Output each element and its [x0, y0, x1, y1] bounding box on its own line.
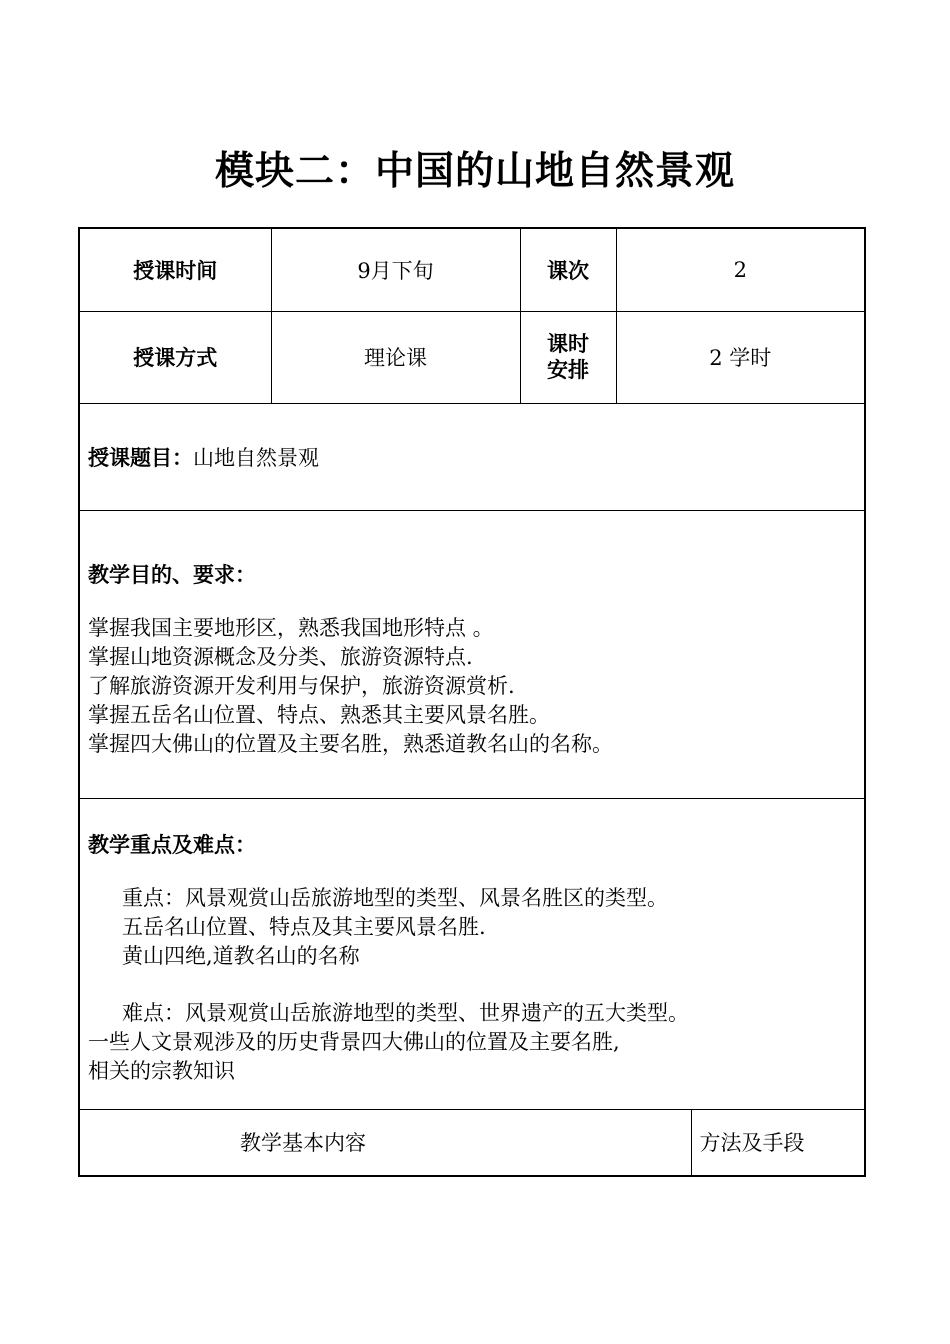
- objectives-heading: 教学目的、要求：: [88, 562, 256, 587]
- hours-label-line2: 安排: [547, 358, 589, 382]
- session-label: 课次: [520, 228, 616, 311]
- focus-heading: 教学重点及难点：: [88, 832, 256, 857]
- difficult-point-line: 相关的宗教知识: [88, 1058, 235, 1083]
- lesson-plan-table: [78, 227, 866, 1177]
- topic-label: 授课题目：: [88, 445, 193, 470]
- method-label: 授课方式: [79, 311, 271, 403]
- objective-line: 掌握四大佛山的位置及主要名胜，熟悉道教名山的名称。: [88, 731, 613, 756]
- difficult-point-line: 难点：风景观赏山岳旅游地型的类型、世界遗产的五大类型。: [122, 1000, 689, 1025]
- hours-value: 2 学时: [616, 311, 865, 403]
- focus-cell: [79, 798, 865, 1109]
- hours-label-line1: 课时: [547, 332, 589, 356]
- time-value: 9月下旬: [271, 228, 520, 311]
- row-objectives: [79, 510, 865, 798]
- objective-line: 掌握我国主要地形区，熟悉我国地形特点 。: [88, 615, 494, 640]
- topic-value: 山地自然景观: [193, 445, 319, 470]
- page-title: 模块二：中国的山地自然景观: [214, 149, 735, 194]
- time-label: 授课时间: [79, 228, 271, 311]
- content-label: 教学基本内容: [79, 1109, 691, 1176]
- objective-line: 掌握山地资源概念及分类、旅游资源特点.: [88, 644, 473, 669]
- difficult-point-line: 一些人文景观涉及的历史背景四大佛山的位置及主要名胜,: [88, 1029, 620, 1054]
- key-point-line: 五岳名山位置、特点及其主要风景名胜.: [122, 914, 486, 939]
- method-value: 理论课: [271, 311, 520, 403]
- objective-line: 掌握五岳名山位置、特点、熟悉其主要风景名胜。: [88, 702, 550, 727]
- objective-line: 了解旅游资源开发利用与保护，旅游资源赏析.: [88, 673, 515, 698]
- topic-cell: [79, 403, 865, 510]
- row-focus: [79, 798, 865, 1109]
- key-point-line: 重点：风景观赏山岳旅游地型的类型、风景名胜区的类型。: [122, 885, 668, 910]
- objectives-cell: [79, 510, 865, 798]
- row-topic: [79, 403, 865, 510]
- row-method: [79, 311, 865, 403]
- methods-label: 方法及手段: [691, 1109, 865, 1176]
- hours-label: [520, 311, 616, 403]
- row-footer: [79, 1109, 865, 1176]
- session-value: 2: [616, 228, 865, 311]
- key-point-line: 黄山四绝,道教名山的名称: [122, 943, 360, 968]
- row-time: [79, 228, 865, 311]
